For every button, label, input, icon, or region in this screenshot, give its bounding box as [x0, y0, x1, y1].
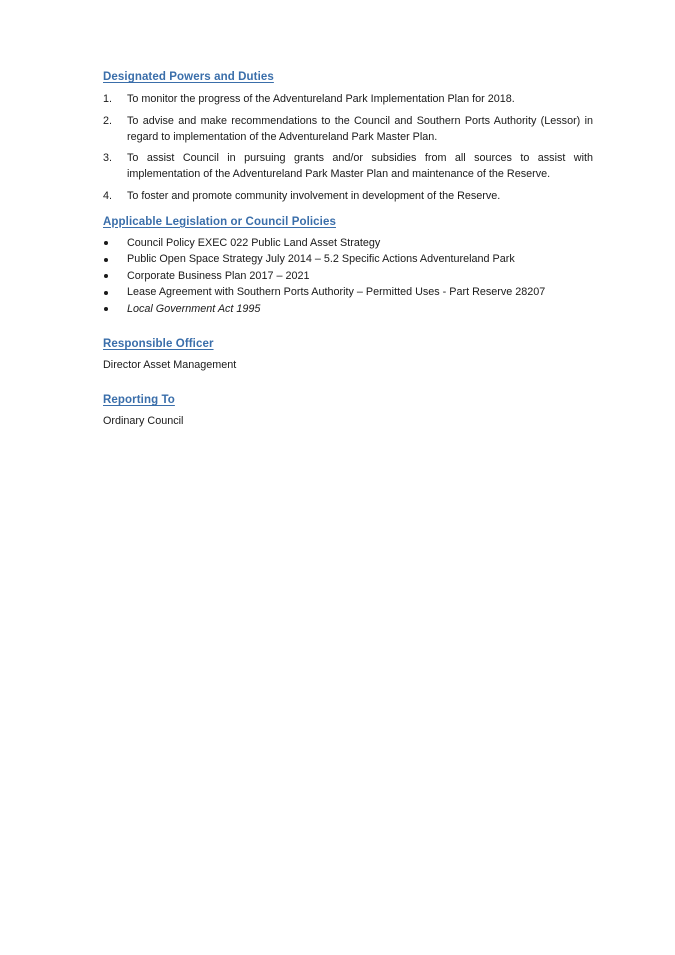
list-item — [103, 235, 593, 252]
reporting-to-value: Ordinary Council — [103, 415, 184, 428]
responsible-officer-section — [103, 337, 593, 373]
list-item — [103, 284, 593, 301]
item-number: 1. — [103, 93, 113, 105]
section-heading-reporting: Reporting To — [103, 394, 175, 407]
section-heading-powers: Designated Powers and Duties — [103, 71, 274, 83]
list-item — [103, 301, 593, 318]
item-text: To assist Council in pursuing grants and/or subsidies from all sources to assist with implementation of the Adventureland Park Master Plan and maintenance of the Reserve. — [127, 152, 593, 181]
item-text: To monitor the progress of the Adventureland Park Implementation Plan for 2018. — [127, 93, 515, 105]
item-text: To advise and make recommendations to the Council and Southern Ports Authority (Lessor) in regard to implementation of the Adventureland Park Master Plan. — [127, 114, 593, 143]
bullet-icon — [104, 307, 108, 311]
bullet-icon — [104, 241, 108, 245]
bullet-icon — [104, 291, 108, 295]
item-text: Public Open Space Strategy July 2014 – 5.2 Specific Actions Adventureland Park — [127, 253, 515, 266]
list-item — [103, 114, 593, 146]
responsible-officer-value: Director Asset Management — [103, 359, 237, 372]
item-text: Corporate Business Plan 2017 – 2021 — [127, 269, 310, 282]
powers-list — [103, 92, 593, 205]
section-heading-legislation: Applicable Legislation or Council Policies — [103, 215, 336, 228]
legislation-list — [103, 235, 593, 318]
item-number: 3. — [103, 152, 113, 165]
item-number: 2. — [103, 114, 113, 127]
bullet-icon — [104, 274, 108, 278]
designated-powers-section — [103, 70, 593, 205]
document-page — [103, 70, 593, 429]
bullet-icon — [104, 258, 108, 262]
list-item — [103, 151, 593, 183]
item-text: Lease Agreement with Southern Ports Authority – Permitted Uses - Part Reserve 28207 — [127, 286, 546, 299]
list-item — [103, 189, 593, 205]
item-text: Council Policy EXEC 022 Public Land Asset Strategy — [127, 236, 381, 249]
section-heading-responsible: Responsible Officer — [103, 338, 214, 351]
legislation-section — [103, 215, 593, 318]
item-text: Local Government Act 1995 — [127, 302, 261, 315]
reporting-to-section — [103, 393, 593, 429]
item-text: To foster and promote community involvement in development of the Reserve. — [127, 189, 501, 202]
list-item — [103, 92, 593, 108]
item-number: 4. — [103, 189, 113, 202]
list-item — [103, 251, 593, 268]
list-item — [103, 268, 593, 285]
